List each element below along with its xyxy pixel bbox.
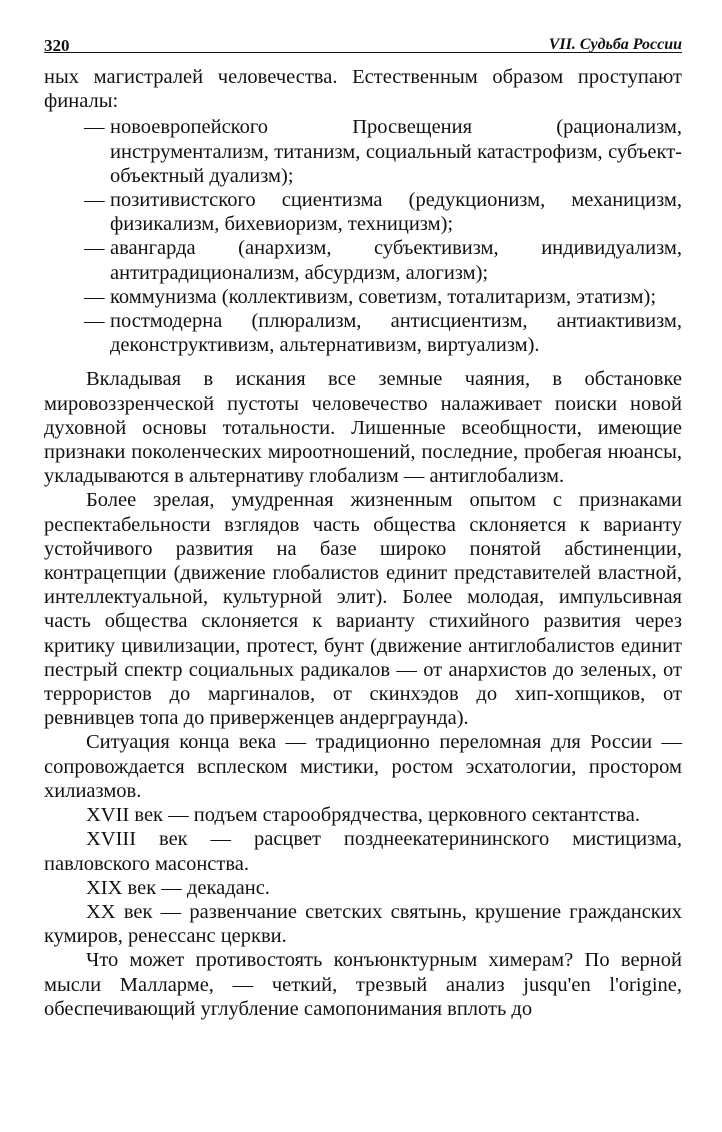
list-item-text: коммунизма (коллективизм, советизм, тоталитаризм, этатизм); [110,285,657,308]
paragraph: XIX век — декаданс. [86,876,270,899]
paragraph: Что может противостоять конъюнктурным химерам? По верной мысли Малларме, — четкий, трезвый анализ jusqu'en l'origine, обеспечивающий углубление самопонимания вплоть до [44,949,682,1020]
list-item-text: новоевропейского Просвещения (рационализм, инструментализм, титанизм, социальный катастрофизм, субъект-объектный дуализм); [110,116,682,187]
list-dash: — [84,237,105,260]
running-header [44,28,682,53]
paragraph: Вкладывая в искания все земные чаяния, в обстановке мировоззренческой пустоты человечество налаживает поиски новой духовной основы тотальности. Лишенные всеобщности, имеющие признаки поколенческих мироотношений, последние, пробегая нюансы, укладываются в альтернативу глобализм — антиглобализм. [44,368,682,488]
intro-paragraph: ных магистралей человечества. Естественным образом проступают финалы: [44,66,682,113]
paragraph: XVII век — подъем старообрядчества, церковного сектантства. [86,804,641,827]
running-title: VII. Судьба России [548,36,682,53]
list-item-text: позитивистского сциентизма (редукционизм, механицизм, физикализм, бихевиоризм, техницизм); [110,189,682,236]
list-item-text: постмодерна (плюрализм, антисциентизм, антиактивизм, деконструктивизм, альтернативизм, виртуализм). [110,310,682,357]
page-number: 320 [44,36,70,55]
paragraph: XVIII век — расцвет позднеекатерининского мистицизма, павловского масонства. [44,828,682,875]
paragraph: Более зрелая, умудренная жизненным опытом с признаками респектабельности взглядов часть общества склоняется к варианту устойчивого развития на базе широко понятой абстиненции, контрацепции (движение глобалистов единит представителей властной, интеллектуальной, культурной элит). Более молодая, импульсивная часть общества склоняется к варианту стихийного развития через критику цивилизации, протест, бунт (движение антиглобалистов единит пестрый спектр социальных радикалов — от анархистов до зеленых, от террористов до маргиналов, от скинхэдов до хип-хопщиков, от ревнивцев топа до приверженцев андерграунда). [44,489,682,730]
paragraph: Ситуация конца века — традиционно переломная для России — сопровождается всплеском мистики, ростом эсхатологии, простором хилиазмов. [44,731,682,802]
list-item [44,188,682,236]
list-item [44,236,682,284]
book-page [44,28,682,1021]
list-item-text: авангарда (анархизм, субъективизм, индивидуализм, антитрадиционализм, абсурдизм, алогизм); [110,237,682,284]
list-dash: — [84,285,105,308]
list-dash: — [84,189,105,212]
list-item [44,115,682,188]
list-item [44,285,682,309]
finals-list [44,115,682,357]
list-item [44,309,682,357]
paragraph: XX век — развенчание светских святынь, крушение гражданских кумиров, ренессанс церкви. [44,900,682,948]
list-dash: — [84,116,105,139]
list-dash: — [84,310,105,333]
page-body [44,65,682,1021]
